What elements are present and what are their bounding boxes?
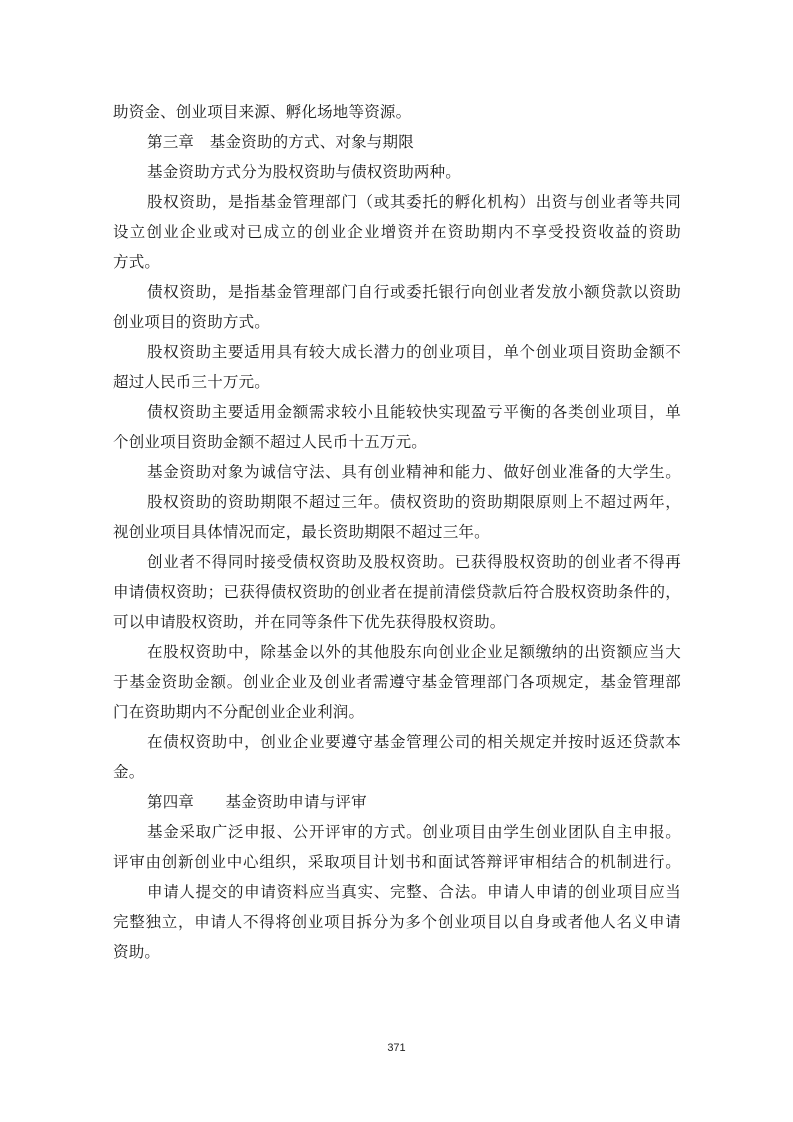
text-line: 申请债权资助；已获得债权资助的创业者在提前清偿贷款后符合股权资助条件的，	[113, 583, 681, 601]
text-line: 在债权资助中，创业企业要遵守基金管理公司的相关规定并按时返还贷款本	[147, 733, 681, 751]
text-line: 基金采取广泛申报、公开评审的方式。创业项目由学生创业团队自主申报。	[147, 823, 681, 841]
text-line: 资助。	[113, 943, 161, 961]
text-line: 可以申请股权资助，并在同等条件下优先获得股权资助。	[113, 613, 506, 631]
text-line: 完整独立，申请人不得将创业项目拆分为多个创业项目以自身或者他人名义申请	[113, 913, 681, 931]
document-body	[113, 97, 681, 967]
text-line: 创业项目的资助方式。	[113, 313, 271, 331]
text-line: 评审由创新创业中心组织，采取项目计划书和面试答辩评审相结合的机制进行。	[113, 853, 681, 871]
text-line: 债权资助，是指基金管理部门自行或委托银行向创业者发放小额贷款以资助	[147, 283, 681, 301]
text-line: 门在资助期内不分配创业企业利润。	[113, 703, 365, 721]
text-line: 债权资助主要适用金额需求较小且能较快实现盈亏平衡的各类创业项目，单	[147, 403, 681, 421]
text-line: 第四章 基金资助申请与评审	[147, 793, 367, 811]
text-line: 申请人提交的申请资料应当真实、完整、合法。申请人申请的创业项目应当	[147, 883, 681, 901]
text-line: 金。	[113, 763, 145, 781]
text-line: 基金资助方式分为股权资助与债权资助两种。	[147, 163, 462, 181]
text-line: 第三章 基金资助的方式、对象与期限	[147, 133, 414, 151]
text-line: 股权资助，是指基金管理部门（或其委托的孵化机构）出资与创业者等共同	[147, 193, 681, 211]
text-line: 助资金、创业项目来源、孵化场地等资源。	[113, 103, 412, 121]
text-line: 基金资助对象为诚信守法、具有创业精神和能力、做好创业准备的大学生。	[147, 463, 681, 481]
text-line: 创业者不得同时接受债权资助及股权资助。已获得股权资助的创业者不得再	[147, 553, 681, 571]
page-number: 371	[387, 1042, 406, 1054]
text-line: 设立创业企业或对已成立的创业企业增资并在资助期内不享受投资收益的资助	[113, 223, 681, 241]
text-line: 股权资助主要适用具有较大成长潜力的创业项目，单个创业项目资助金额不	[147, 343, 681, 361]
text-line: 于基金资助金额。创业企业及创业者需遵守基金管理部门各项规定，基金管理部	[113, 673, 681, 691]
text-line: 股权资助的资助期限不超过三年。债权资助的资助期限原则上不超过两年，	[147, 493, 681, 511]
text-line: 超过人民币三十万元。	[113, 373, 271, 391]
text-line: 在股权资助中，除基金以外的其他股东向创业企业足额缴纳的出资额应当大	[147, 643, 681, 661]
text-line: 方式。	[113, 253, 161, 271]
text-line: 个创业项目资助金额不超过人民币十五万元。	[113, 433, 428, 451]
text-line: 视创业项目具体情况而定，最长资助期限不超过三年。	[113, 523, 490, 541]
